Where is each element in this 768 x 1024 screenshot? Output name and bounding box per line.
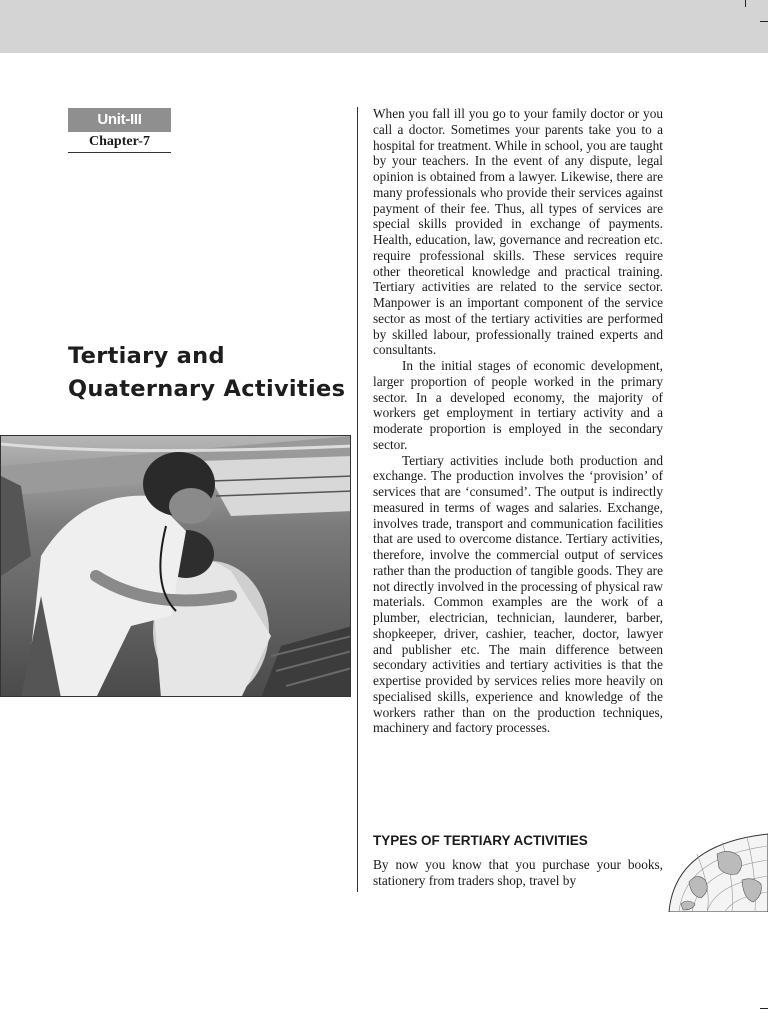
chapter-title-line-1: Tertiary and (68, 343, 225, 369)
chapter-title (68, 340, 358, 406)
section-body (373, 857, 663, 889)
globe-icon (667, 832, 768, 917)
unit-badge: Unit-III (68, 108, 171, 132)
body-paragraph-1: When you fall ill you go to your family doctor or you call a doctor. Sometimes your parents take you to a hospital for treatment. While in school, you are taught by your teachers. In the event of any dispute, legal opinion is obtained from a lawyer. Likewise, there are many professionals who provide their services against payment of their fee. Thus, all types of services are special skills provided in exchange of payments. Health, education, law, governance and recreation etc. require professional skills. These services require other theoretical knowledge and practical training. Tertiary activities are related to the service sector. Manpower is an important component of the service sector as most of the tertiary activities are performed by skilled labour, professionally trained experts and consultants. (373, 106, 663, 358)
body-paragraph-3: Tertiary activities include both production and exchange. The production involves the ‘provision’ of services that are ‘consumed’. The output is indirectly measured in terms of wages and salaries. Exchange, involves trade, transport and communication facilities that are used to overcome distance. Tertiary activities, therefore, involve the commercial output of services rather than the production of tangible goods. They are not directly involved in the processing of physical raw materials. Common examples are the work of a plumber, electrician, technician, launderer, barber, shopkeeper, driver, cashier, teacher, doctor, lawyer and publisher etc. The main difference between secondary activities and tertiary activities is that the expertise provided by services relies more heavily on specialised skills, experience and knowledge of the workers rather than on the production techniques, machinery and factory processes. (373, 452, 663, 736)
column-divider (357, 107, 358, 892)
section-heading: TYPES OF TERTIARY ACTIVITIES (373, 833, 588, 848)
main-body-text (373, 106, 663, 736)
header-band (0, 0, 768, 53)
doctor-patient-photo (0, 435, 351, 697)
crop-mark-top (745, 0, 746, 7)
crop-mark-right-top (760, 21, 768, 22)
section-paragraph: By now you know that you purchase your books, stationery from traders shop, travel by (373, 857, 663, 888)
chapter-label: Chapter-7 (68, 132, 171, 153)
crop-mark-right-bottom (760, 1008, 768, 1009)
chapter-title-line-2: Quaternary Activities (68, 376, 346, 402)
body-paragraph-2: In the initial stages of economic development, larger proportion of people worked in the primary sector. In a developed economy, the majority of workers get employment in tertiary activity and a moderate proportion is employed in the secondary sector. (373, 358, 663, 452)
